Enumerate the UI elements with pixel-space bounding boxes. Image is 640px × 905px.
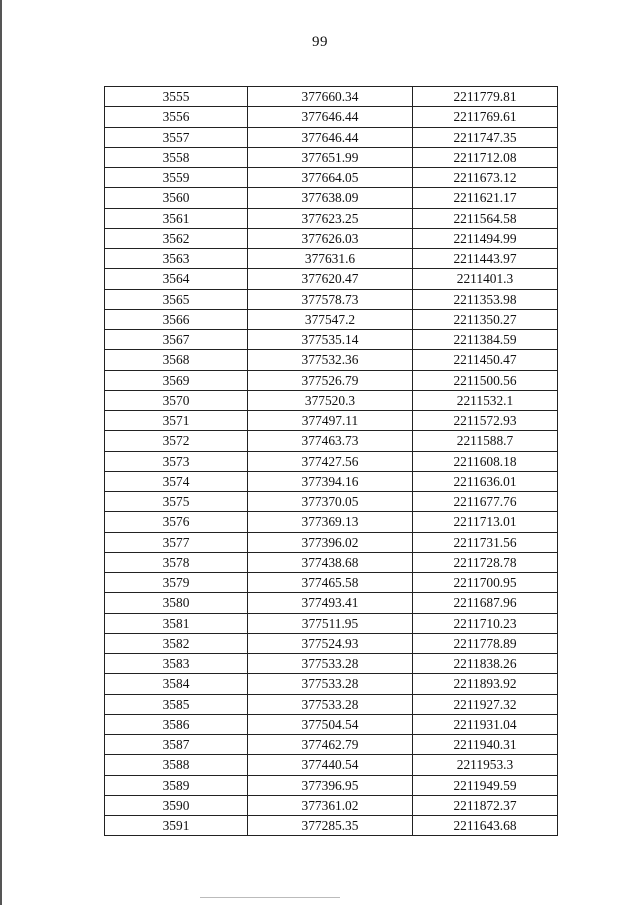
y-coordinate-cell: 2211677.76 <box>413 492 558 512</box>
x-coordinate-cell: 377533.28 <box>248 694 413 714</box>
x-coordinate-cell: 377578.73 <box>248 289 413 309</box>
table-row <box>105 714 558 734</box>
table-row <box>105 471 558 491</box>
y-coordinate-cell: 2211927.32 <box>413 694 558 714</box>
x-coordinate-cell: 377646.44 <box>248 107 413 127</box>
x-coordinate-cell: 377638.09 <box>248 188 413 208</box>
y-coordinate-cell: 2211443.97 <box>413 249 558 269</box>
x-coordinate-cell: 377394.16 <box>248 471 413 491</box>
table-row <box>105 775 558 795</box>
table-row <box>105 309 558 329</box>
table-row <box>105 492 558 512</box>
x-coordinate-cell: 377620.47 <box>248 269 413 289</box>
point-number-cell: 3588 <box>105 755 248 775</box>
point-number-cell: 3576 <box>105 512 248 532</box>
table-row <box>105 613 558 633</box>
table-row <box>105 188 558 208</box>
table-row <box>105 552 558 572</box>
point-number-cell: 3568 <box>105 350 248 370</box>
y-coordinate-cell: 2211500.56 <box>413 370 558 390</box>
point-number-cell: 3566 <box>105 309 248 329</box>
table-row <box>105 87 558 107</box>
point-number-cell: 3581 <box>105 613 248 633</box>
y-coordinate-cell: 2211700.95 <box>413 573 558 593</box>
table-row <box>105 654 558 674</box>
page-number: 99 <box>312 34 328 50</box>
x-coordinate-cell: 377369.13 <box>248 512 413 532</box>
x-coordinate-cell: 377440.54 <box>248 755 413 775</box>
y-coordinate-cell: 2211747.35 <box>413 127 558 147</box>
y-coordinate-cell: 2211532.1 <box>413 390 558 410</box>
y-coordinate-cell: 2211778.89 <box>413 633 558 653</box>
point-number-cell: 3577 <box>105 532 248 552</box>
y-coordinate-cell: 2211494.99 <box>413 228 558 248</box>
table-row <box>105 512 558 532</box>
table-row <box>105 228 558 248</box>
table-row <box>105 147 558 167</box>
y-coordinate-cell: 2211712.08 <box>413 147 558 167</box>
x-coordinate-cell: 377462.79 <box>248 735 413 755</box>
point-number-cell: 3562 <box>105 228 248 248</box>
point-number-cell: 3569 <box>105 370 248 390</box>
x-coordinate-cell: 377520.3 <box>248 390 413 410</box>
table-row <box>105 816 558 836</box>
table-row <box>105 269 558 289</box>
point-number-cell: 3572 <box>105 431 248 451</box>
y-coordinate-cell: 2211710.23 <box>413 613 558 633</box>
y-coordinate-cell: 2211687.96 <box>413 593 558 613</box>
x-coordinate-cell: 377361.02 <box>248 795 413 815</box>
point-number-cell: 3589 <box>105 775 248 795</box>
y-coordinate-cell: 2211731.56 <box>413 532 558 552</box>
y-coordinate-cell: 2211572.93 <box>413 411 558 431</box>
table-row <box>105 208 558 228</box>
y-coordinate-cell: 2211838.26 <box>413 654 558 674</box>
y-coordinate-cell: 2211450.47 <box>413 350 558 370</box>
x-coordinate-cell: 377396.02 <box>248 532 413 552</box>
x-coordinate-cell: 377285.35 <box>248 816 413 836</box>
point-number-cell: 3555 <box>105 87 248 107</box>
y-coordinate-cell: 2211353.98 <box>413 289 558 309</box>
table-row <box>105 289 558 309</box>
table-row <box>105 755 558 775</box>
x-coordinate-cell: 377631.6 <box>248 249 413 269</box>
point-number-cell: 3557 <box>105 127 248 147</box>
y-coordinate-cell: 2211588.7 <box>413 431 558 451</box>
y-coordinate-cell: 2211940.31 <box>413 735 558 755</box>
x-coordinate-cell: 377427.56 <box>248 451 413 471</box>
y-coordinate-cell: 2211384.59 <box>413 330 558 350</box>
table-row <box>105 390 558 410</box>
x-coordinate-cell: 377526.79 <box>248 370 413 390</box>
point-number-cell: 3567 <box>105 330 248 350</box>
y-coordinate-cell: 2211953.3 <box>413 755 558 775</box>
x-coordinate-cell: 377532.36 <box>248 350 413 370</box>
table-row <box>105 795 558 815</box>
table-row <box>105 107 558 127</box>
y-coordinate-cell: 2211621.17 <box>413 188 558 208</box>
x-coordinate-cell: 377370.05 <box>248 492 413 512</box>
x-coordinate-cell: 377524.93 <box>248 633 413 653</box>
point-number-cell: 3570 <box>105 390 248 410</box>
x-coordinate-cell: 377504.54 <box>248 714 413 734</box>
table-row <box>105 633 558 653</box>
point-number-cell: 3559 <box>105 168 248 188</box>
y-coordinate-cell: 2211893.92 <box>413 674 558 694</box>
point-number-cell: 3578 <box>105 552 248 572</box>
table-row <box>105 532 558 552</box>
x-coordinate-cell: 377465.58 <box>248 573 413 593</box>
point-number-cell: 3587 <box>105 735 248 755</box>
point-number-cell: 3571 <box>105 411 248 431</box>
point-number-cell: 3582 <box>105 633 248 653</box>
y-coordinate-cell: 2211728.78 <box>413 552 558 572</box>
point-number-cell: 3564 <box>105 269 248 289</box>
point-number-cell: 3574 <box>105 471 248 491</box>
y-coordinate-cell: 2211769.61 <box>413 107 558 127</box>
y-coordinate-cell: 2211608.18 <box>413 451 558 471</box>
point-number-cell: 3580 <box>105 593 248 613</box>
y-coordinate-cell: 2211401.3 <box>413 269 558 289</box>
point-number-cell: 3585 <box>105 694 248 714</box>
y-coordinate-cell: 2211931.04 <box>413 714 558 734</box>
x-coordinate-cell: 377396.95 <box>248 775 413 795</box>
x-coordinate-cell: 377533.28 <box>248 674 413 694</box>
y-coordinate-cell: 2211643.68 <box>413 816 558 836</box>
point-number-cell: 3560 <box>105 188 248 208</box>
y-coordinate-cell: 2211564.58 <box>413 208 558 228</box>
x-coordinate-cell: 377547.2 <box>248 309 413 329</box>
x-coordinate-cell: 377623.25 <box>248 208 413 228</box>
y-coordinate-cell: 2211779.81 <box>413 87 558 107</box>
y-coordinate-cell: 2211350.27 <box>413 309 558 329</box>
x-coordinate-cell: 377535.14 <box>248 330 413 350</box>
point-number-cell: 3586 <box>105 714 248 734</box>
table-row <box>105 127 558 147</box>
point-number-cell: 3561 <box>105 208 248 228</box>
y-coordinate-cell: 2211673.12 <box>413 168 558 188</box>
coordinate-table-body <box>105 87 558 836</box>
y-coordinate-cell: 2211636.01 <box>413 471 558 491</box>
point-number-cell: 3583 <box>105 654 248 674</box>
point-number-cell: 3565 <box>105 289 248 309</box>
x-coordinate-cell: 377438.68 <box>248 552 413 572</box>
table-row <box>105 573 558 593</box>
point-number-cell: 3563 <box>105 249 248 269</box>
y-coordinate-cell: 2211949.59 <box>413 775 558 795</box>
x-coordinate-cell: 377651.99 <box>248 147 413 167</box>
y-coordinate-cell: 2211872.37 <box>413 795 558 815</box>
point-number-cell: 3584 <box>105 674 248 694</box>
x-coordinate-cell: 377626.03 <box>248 228 413 248</box>
x-coordinate-cell: 377664.05 <box>248 168 413 188</box>
table-row <box>105 168 558 188</box>
page-edge-line <box>0 0 2 905</box>
table-row <box>105 330 558 350</box>
point-number-cell: 3575 <box>105 492 248 512</box>
table-row <box>105 370 558 390</box>
point-number-cell: 3579 <box>105 573 248 593</box>
table-row <box>105 249 558 269</box>
x-coordinate-cell: 377463.73 <box>248 431 413 451</box>
x-coordinate-cell: 377660.34 <box>248 87 413 107</box>
point-number-cell: 3590 <box>105 795 248 815</box>
table-row <box>105 350 558 370</box>
page-footer-line <box>200 897 340 898</box>
point-number-cell: 3556 <box>105 107 248 127</box>
x-coordinate-cell: 377497.11 <box>248 411 413 431</box>
table-row <box>105 451 558 471</box>
y-coordinate-cell: 2211713.01 <box>413 512 558 532</box>
point-number-cell: 3591 <box>105 816 248 836</box>
x-coordinate-cell: 377511.95 <box>248 613 413 633</box>
x-coordinate-cell: 377646.44 <box>248 127 413 147</box>
point-number-cell: 3573 <box>105 451 248 471</box>
coordinate-table <box>104 86 558 836</box>
table-row <box>105 674 558 694</box>
table-row <box>105 431 558 451</box>
table-row <box>105 735 558 755</box>
x-coordinate-cell: 377533.28 <box>248 654 413 674</box>
table-row <box>105 694 558 714</box>
table-row <box>105 411 558 431</box>
x-coordinate-cell: 377493.41 <box>248 593 413 613</box>
table-row <box>105 593 558 613</box>
point-number-cell: 3558 <box>105 147 248 167</box>
